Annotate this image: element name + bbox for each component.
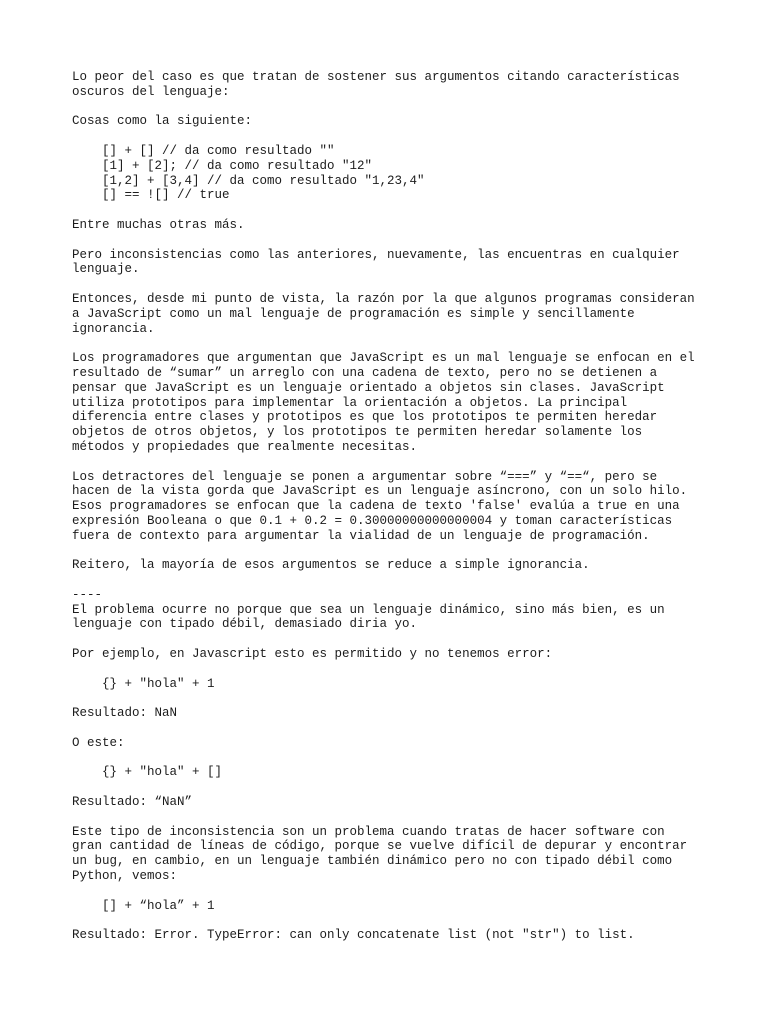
paragraph-gap — [72, 544, 712, 559]
code-line: [] + “hola” + 1 — [102, 898, 215, 913]
paragraph-gap — [72, 573, 712, 588]
paragraph-gap — [72, 810, 712, 825]
paragraph-gap — [72, 884, 712, 899]
text-line: métodos y propiedades que realmente necesitas. — [72, 439, 418, 454]
text-line: diferencia entre clases y prototipos es que los prototipos te permiten heredar — [72, 410, 658, 425]
text-line: resultado de “sumar” un arreglo con una cadena de texto, pero no se detienen a — [72, 365, 658, 380]
paragraph — [72, 706, 712, 721]
text-line: Entre muchas otras más. — [72, 217, 245, 232]
text-line: gran cantidad de líneas de código, porque se vuelve difícil de depurar y encontrar — [72, 839, 688, 854]
paragraph-gap — [72, 203, 712, 218]
text-line: Cosas como la siguiente: — [72, 114, 253, 129]
text-line: Resultado: NaN — [72, 706, 178, 721]
text-line: Reitero, la mayoría de esos argumentos se reduce a simple ignorancia. — [72, 558, 590, 573]
code-line: {} + "hola" + 1 — [102, 676, 215, 691]
text-line: Python, vemos: — [72, 869, 178, 884]
code-line: {} + "hola" + [] — [102, 765, 223, 780]
text-line: Lo peor del caso es que tratan de sostener sus argumentos citando características — [72, 70, 680, 84]
text-line: Este tipo de inconsistencia son un problema cuando tratas de hacer software con — [72, 824, 665, 839]
paragraph — [72, 292, 712, 336]
text-line: ignorancia. — [72, 321, 155, 336]
paragraph-gap — [72, 691, 712, 706]
paragraph-gap — [72, 721, 712, 736]
paragraph-gap — [72, 277, 712, 292]
text-line: Los detractores del lenguaje se ponen a argumentar sobre “===” y “==“, pero se — [72, 469, 658, 484]
code-line: [] == ![] // true — [102, 188, 230, 203]
paragraph — [72, 114, 712, 129]
paragraph — [72, 928, 712, 943]
text-line: pensar que JavaScript es un lenguaje orientado a objetos sin clases. JavaScript — [72, 380, 665, 395]
text-line: Resultado: Error. TypeError: can only concatenate list (not "str") to list. — [72, 928, 635, 943]
text-line: expresión Booleana o que 0.1 + 0.2 = 0.30000000000000004 y toman características — [72, 513, 673, 528]
paragraph-gap — [72, 632, 712, 647]
text-line: a JavaScript como un mal lenguaje de programación es simple y sencillamente — [72, 306, 635, 321]
paragraph-gap — [72, 780, 712, 795]
text-line: oscuros del lenguaje: — [72, 84, 230, 99]
document-body — [72, 70, 712, 943]
paragraph — [72, 647, 712, 662]
code-line: [] + [] // da como resultado "" — [102, 143, 335, 158]
paragraph-gap — [72, 751, 712, 766]
text-line: Entonces, desde mi punto de vista, la razón por la que algunos programas consideran — [72, 291, 695, 306]
paragraph-gap — [72, 129, 712, 144]
text-line: Pero inconsistencias como las anteriores, nuevamente, las encuentras en cualquier — [72, 247, 680, 262]
text-line: El problema ocurre no porque que sea un lenguaje dinámico, sino más bien, es un — [72, 602, 665, 617]
paragraph — [72, 795, 712, 810]
paragraph-gap — [72, 455, 712, 470]
paragraph — [72, 248, 712, 278]
text-line: Por ejemplo, en Javascript esto es permitido y no tenemos error: — [72, 647, 553, 662]
text-line: objetos de otros objetos, y los prototipos te permiten heredar solamente los — [72, 425, 643, 440]
text-line: O este: — [72, 735, 125, 750]
paragraph — [72, 218, 712, 233]
code-line: [1] + [2]; // da como resultado "12" — [102, 158, 373, 173]
paragraph-gap — [72, 336, 712, 351]
text-line: utiliza prototipos para implementar la orientación a objetos. La principal — [72, 395, 628, 410]
paragraph-gap — [72, 100, 712, 115]
paragraph — [72, 588, 712, 632]
paragraph — [72, 351, 712, 455]
text-line: lenguaje con tipado débil, demasiado diria yo. — [72, 617, 418, 632]
paragraph — [72, 825, 712, 884]
code-block — [72, 144, 712, 203]
paragraph-gap — [72, 662, 712, 677]
text-line: fuera de contexto para argumentar la vialidad de un lenguaje de programación. — [72, 528, 650, 543]
text-line: ---- — [72, 587, 103, 602]
code-block — [72, 899, 712, 914]
paragraph — [72, 470, 712, 544]
text-line: hacen de la vista gorda que JavaScript es un lenguaje asíncrono, con un solo hilo. — [72, 484, 688, 499]
paragraph — [72, 736, 712, 751]
text-line: un bug, en cambio, en un lenguaje también dinámico pero no con tipado débil como — [72, 854, 673, 869]
paragraph — [72, 558, 712, 573]
paragraph — [72, 70, 712, 100]
code-block — [72, 677, 712, 692]
code-block — [72, 765, 712, 780]
paragraph-gap — [72, 233, 712, 248]
paragraph-gap — [72, 913, 712, 928]
text-line: Los programadores que argumentan que JavaScript es un mal lenguaje se enfocan en el — [72, 351, 695, 366]
text-line: lenguaje. — [72, 262, 140, 277]
code-line: [1,2] + [3,4] // da como resultado "1,23,4" — [102, 173, 425, 188]
text-line: Resultado: “NaN” — [72, 795, 193, 810]
text-line: Esos programadores se enfocan que la cadena de texto 'false' evalúa a true en una — [72, 499, 680, 514]
